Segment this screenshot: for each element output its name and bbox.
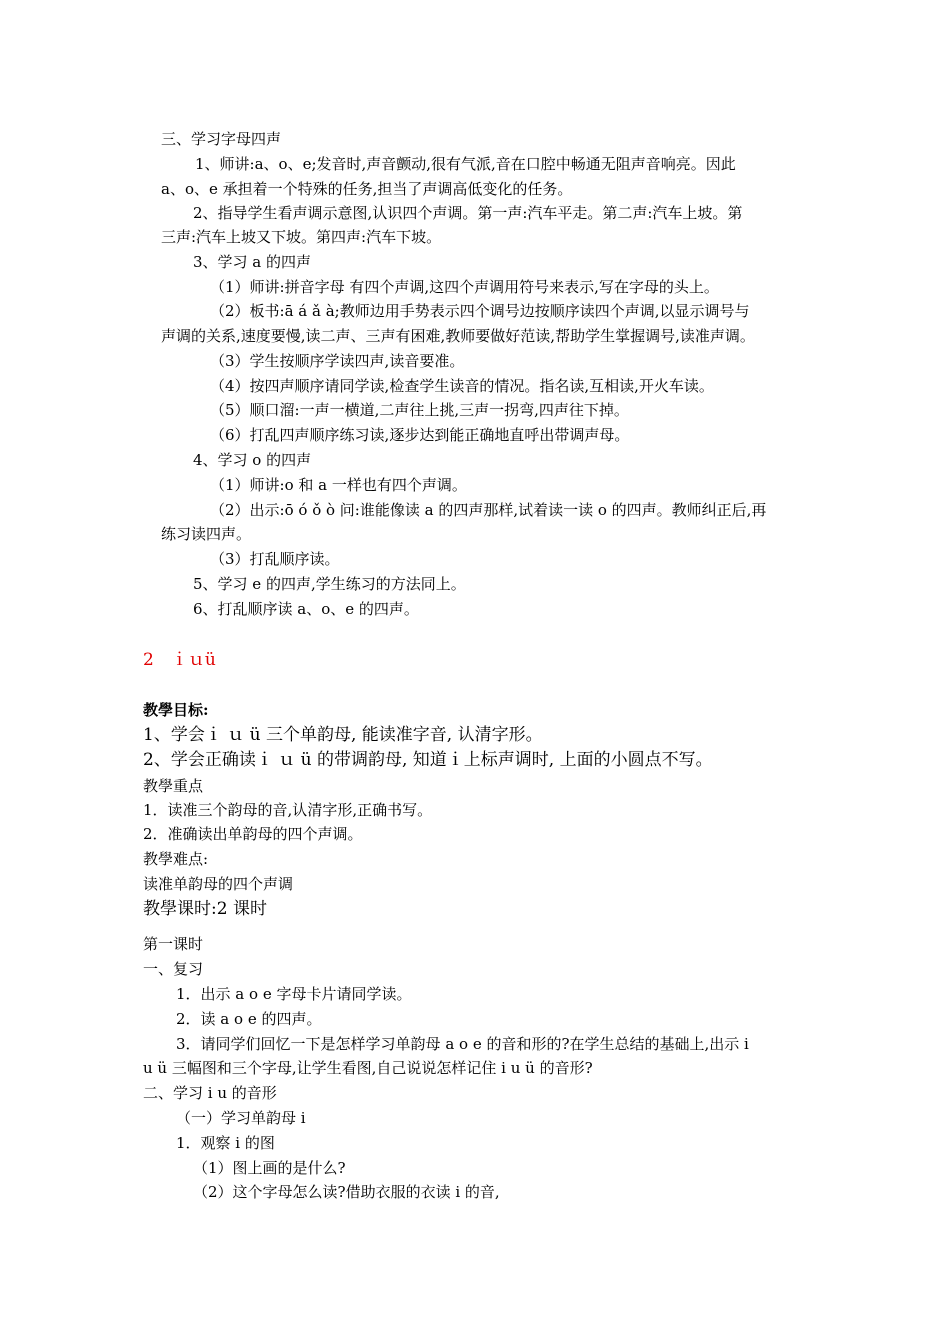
key-label: 教學重点 xyxy=(143,777,204,795)
first-lesson: 第一课时 xyxy=(143,935,204,953)
paragraph-line: （1）师讲:o 和 a 一样也有四个声调。 xyxy=(210,476,467,494)
paragraph-line: （4）按四声顺序请同学读,检查学生读音的情况。指名读,互相读,开火车读。 xyxy=(210,377,714,395)
question-line: （2）这个字母怎么读?借助衣服的衣读 i 的音, xyxy=(193,1183,500,1201)
paragraph-line: （3）打乱顺序读。 xyxy=(210,550,340,568)
review-line: u ü 三幅图和三个字母,让学生看图,自己说说怎样记住 i u ü 的音形? xyxy=(143,1059,593,1077)
paragraph-line: 6、打乱顺序读 a、o、e 的四声。 xyxy=(193,600,419,618)
goal-line: 2、学会正确读ｉ ｕ ü 的带调韵母, 知道ｉ上标声调时, 上面的小圆点不写。 xyxy=(143,750,713,770)
paragraph-line: a、o、e 承担着一个特殊的任务,担当了声调高低变化的任务。 xyxy=(161,180,573,198)
paragraph-line: （2）板书:ā á ǎ à;教师边用手势表示四个调号边按顺序读四个声调,以显示调号与 xyxy=(210,302,750,320)
learn-heading: 二、学习 i u 的音形 xyxy=(143,1084,277,1102)
key-line: 1．读准三个韵母的音,认清字形,正确书写。 xyxy=(143,801,433,819)
review-line: 2．读 a o e 的四声。 xyxy=(176,1010,322,1028)
subsection-heading: （一）学习单韵母 i xyxy=(176,1109,306,1127)
key-line: 2．准确读出单韵母的四个声调。 xyxy=(143,825,363,843)
lesson-title: 2 ｉｕü xyxy=(143,650,216,670)
paragraph-line: （6）打乱四声顺序练习读,逐步达到能正确地直呼出带调声母。 xyxy=(210,426,630,444)
review-line: 1．出示 a o e 字母卡片请同学读。 xyxy=(176,985,412,1003)
hours-line: 教學课时:2 课时 xyxy=(143,899,267,919)
paragraph-line: 5、学习 e 的四声,学生练习的方法同上。 xyxy=(193,575,466,593)
paragraph-line: （1）师讲:拼音字母 有四个声调,这四个声调用符号来表示,写在字母的头上。 xyxy=(210,278,719,296)
observe-line: 1．观察 i 的图 xyxy=(176,1134,275,1152)
paragraph-line: （3）学生按顺序学读四声,读音要准。 xyxy=(210,352,465,370)
difficulty-label: 教學难点: xyxy=(143,850,209,868)
paragraph-line: 4、学习 o 的四声 xyxy=(193,451,312,469)
paragraph-line: （2）出示:ō ó ǒ ò 问:谁能像读 a 的四声那样,试着读一读 o 的四声。教师纠正后,再 xyxy=(210,501,767,519)
goals-label: 教學目标: xyxy=(143,701,209,719)
section-heading: 三、学习字母四声 xyxy=(161,130,282,148)
paragraph-line: 声调的关系,速度要慢,读二声、三声有困难,教师要做好范读,帮助学生掌握调号,读准声调。 xyxy=(161,327,755,345)
review-line: 3．请同学们回忆一下是怎样学习单韵母 a o e 的音和形的?在学生总结的基础上,出示 i xyxy=(176,1035,749,1053)
question-line: （1）图上画的是什么? xyxy=(193,1159,346,1177)
paragraph-line: 1、师讲:a、o、e;发音时,声音颤动,很有气派,音在口腔中畅通无阻声音响亮。因此 xyxy=(195,155,736,173)
paragraph-line: 2、指导学生看声调示意图,认识四个声调。第一声:汽车平走。第二声:汽车上坡。第 xyxy=(193,204,743,222)
paragraph-line: 3、学习 a 的四声 xyxy=(193,253,312,271)
goal-line: 1、学会ｉ ｕ ü 三个单韵母, 能读准字音, 认清字形。 xyxy=(143,725,543,745)
paragraph-line: 练习读四声。 xyxy=(161,525,252,543)
review-heading: 一、复习 xyxy=(143,960,204,978)
paragraph-line: 三声:汽车上坡又下坡。第四声:汽车下坡。 xyxy=(161,228,442,246)
difficulty-line: 读准单韵母的四个声调 xyxy=(143,875,294,893)
paragraph-line: （5）顺口溜:一声一横道,二声往上挑,三声一拐弯,四声往下掉。 xyxy=(210,401,629,419)
